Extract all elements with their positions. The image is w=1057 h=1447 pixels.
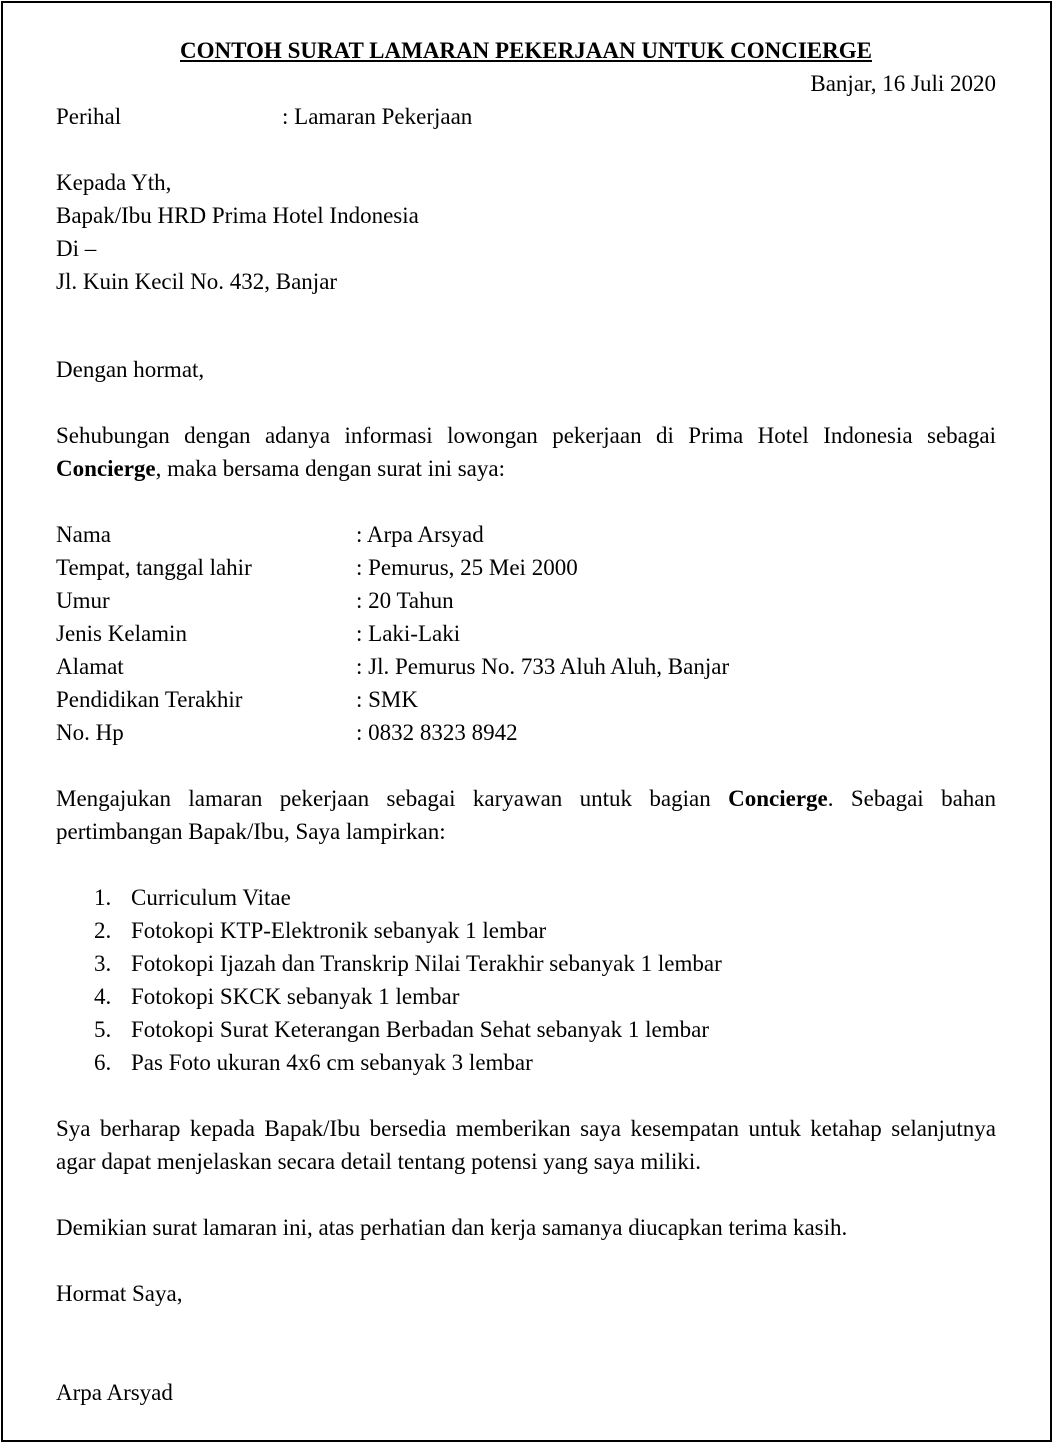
applicant-label: Nama	[56, 522, 111, 547]
attachment-list	[56, 881, 996, 1079]
apply-text: Mengajukan lamaran pekerjaan sebagai karyawan untuk bagian	[56, 786, 729, 811]
attachment-text: Fotokopi Surat Keterangan Berbadan Sehat sebanyak 1 lembar	[131, 1017, 710, 1042]
attachment-number: 6.	[94, 1050, 112, 1075]
recipient-block	[56, 166, 996, 298]
recipient-line: Jl. Kuin Kecil No. 432, Banjar	[56, 269, 338, 294]
hope-paragraph: Sya berharap kepada Bapak/Ibu bersedia memberikan saya kesempatan untuk ketahap selanjutnya agar dapat menjelaskan secara detail tentang potensi yang saya miliki.	[56, 1116, 996, 1174]
attachment-number: 5.	[94, 1017, 112, 1042]
applicant-row	[56, 617, 996, 650]
attachment-item	[94, 881, 996, 914]
applicant-value: : 20 Tahun	[356, 588, 454, 613]
letter-date: Banjar, 16 Juli 2020	[810, 71, 996, 96]
attachment-number: 1.	[94, 885, 112, 910]
attachment-item	[94, 947, 996, 980]
intro-end: , maka bersama dengan surat ini saya:	[155, 456, 505, 481]
apply-paragraph	[56, 782, 996, 848]
closing-paragraph: Demikian surat lamaran ini, atas perhatian dan kerja samanya diucapkan terima kasih.	[56, 1215, 848, 1240]
letter-title: CONTOH SURAT LAMARAN PEKERJAAN UNTUK CONCIERGE	[180, 38, 872, 63]
applicant-label: Umur	[56, 588, 110, 613]
applicant-value: : Arpa Arsyad	[356, 522, 484, 547]
letter-page	[56, 34, 996, 1409]
apply-end: . Sebagai bahan pertimbangan Bapak/Ibu, Saya lampirkan:	[56, 786, 996, 844]
applicant-value: : SMK	[356, 687, 418, 712]
attachment-number: 2.	[94, 918, 112, 943]
applicant-row	[56, 551, 996, 584]
perihal-label: Perihal	[56, 104, 122, 129]
apply-position: Concierge	[728, 786, 828, 811]
applicant-details	[56, 518, 996, 749]
applicant-value: : Jl. Pemurus No. 733 Aluh Aluh, Banjar	[356, 654, 730, 679]
signature-name: Arpa Arsyad	[56, 1380, 173, 1405]
perihal-value: : Lamaran Pekerjaan	[282, 104, 473, 129]
attachment-text: Fotokopi KTP-Elektronik sebanyak 1 lembar	[131, 918, 547, 943]
attachment-number: 3.	[94, 951, 112, 976]
applicant-value: : Pemurus, 25 Mei 2000	[356, 555, 578, 580]
attachment-item	[94, 914, 996, 947]
attachment-item	[94, 1046, 996, 1079]
applicant-row	[56, 518, 996, 551]
recipient-line: Kepada Yth,	[56, 170, 172, 195]
attachment-item	[94, 980, 996, 1013]
recipient-line: Di –	[56, 236, 97, 261]
applicant-row	[56, 716, 996, 749]
attachment-text: Pas Foto ukuran 4x6 cm sebanyak 3 lembar	[131, 1050, 533, 1075]
applicant-label: No. Hp	[56, 720, 124, 745]
applicant-label: Jenis Kelamin	[56, 621, 187, 646]
perihal-row	[56, 100, 996, 133]
applicant-label: Alamat	[56, 654, 124, 679]
applicant-value: : 0832 8323 8942	[356, 720, 518, 745]
applicant-row	[56, 650, 996, 683]
recipient-line: Bapak/Ibu HRD Prima Hotel Indonesia	[56, 203, 419, 228]
applicant-value: : Laki-Laki	[356, 621, 461, 646]
salutation: Dengan hormat,	[56, 357, 205, 382]
attachment-item	[94, 1013, 996, 1046]
applicant-label: Tempat, tanggal lahir	[56, 555, 252, 580]
applicant-row	[56, 683, 996, 716]
sign-off: Hormat Saya,	[56, 1281, 183, 1306]
attachment-text: Curriculum Vitae	[131, 885, 291, 910]
applicant-row	[56, 584, 996, 617]
applicant-label: Pendidikan Terakhir	[56, 687, 243, 712]
attachment-number: 4.	[94, 984, 112, 1009]
attachment-text: Fotokopi Ijazah dan Transkrip Nilai Terakhir sebanyak 1 lembar	[131, 951, 722, 976]
attachment-text: Fotokopi SKCK sebanyak 1 lembar	[131, 984, 460, 1009]
intro-text: Sehubungan dengan adanya informasi lowongan pekerjaan di Prima Hotel Indonesia sebagai	[56, 423, 996, 448]
intro-paragraph	[56, 419, 996, 485]
intro-position: Concierge	[56, 456, 156, 481]
